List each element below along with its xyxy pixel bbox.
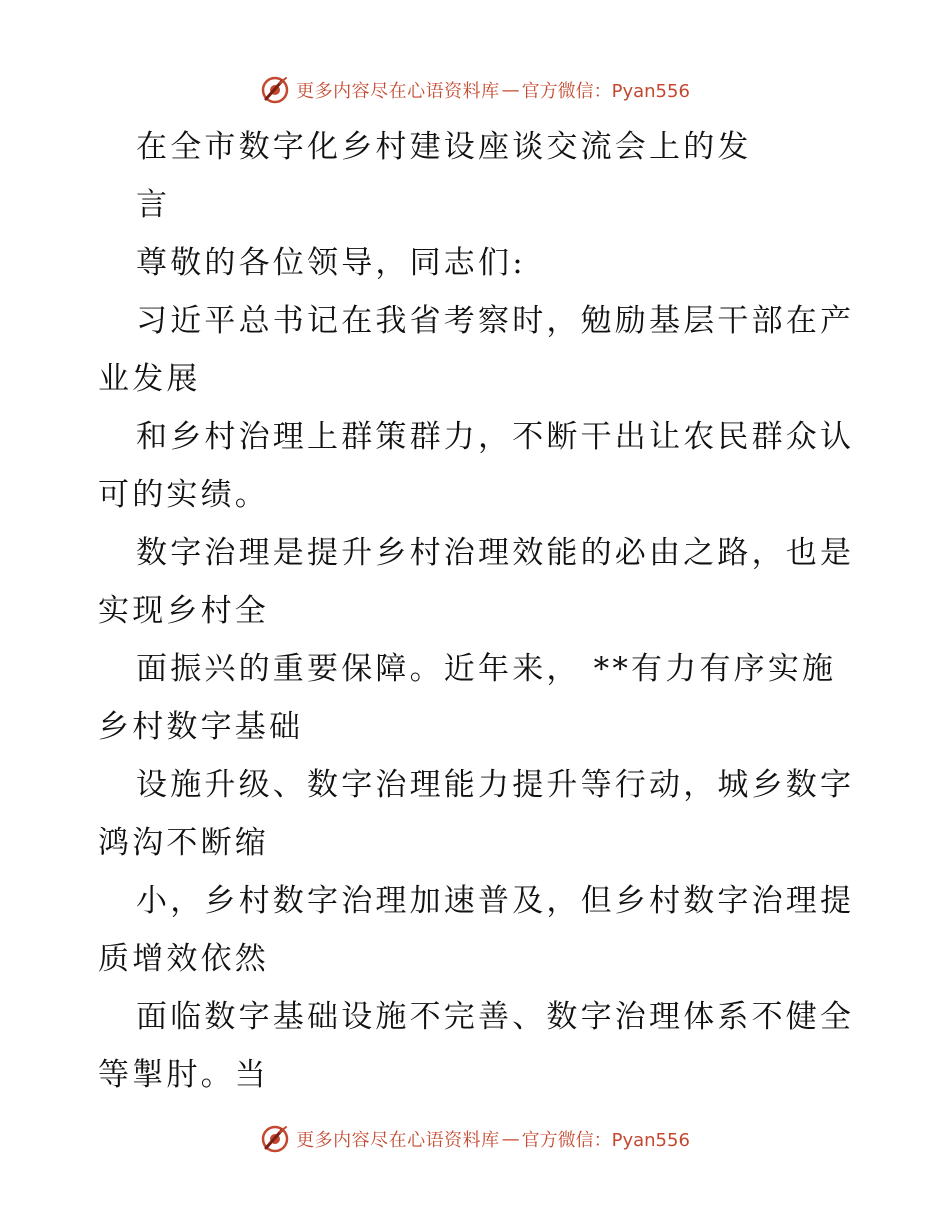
watermark-contact: 官方微信：Pyan556 — [521, 1130, 690, 1151]
text-line: 业发展 — [98, 361, 201, 397]
text-line: 面临数字基础设施不完善、数字治理体系不健全 — [136, 999, 855, 1035]
watermark-separator: — — [501, 1128, 520, 1150]
document-body — [98, 118, 858, 1104]
watermark-separator: — — [501, 79, 520, 101]
text-line: 在全市数字化乡村建设座谈交流会上的发 — [136, 129, 752, 165]
text-line: 鸿沟不断缩 — [98, 825, 269, 861]
text-line: 可的实绩。 — [98, 477, 269, 513]
brand-logo-icon — [260, 75, 290, 105]
text-line: 小，乡村数字治理加速普及，但乡村数字治理提 — [136, 883, 855, 919]
watermark-contact: 官方微信：Pyan556 — [521, 81, 690, 102]
text-line: 设施升级、数字治理能力提升等行动，城乡数字 — [136, 767, 855, 803]
text-line: 和乡村治理上群策群力，不断干出让农民群众认 — [136, 419, 855, 455]
text-line: 实现乡村全 — [98, 593, 269, 629]
text-line: 数字治理是提升乡村治理效能的必由之路，也是 — [136, 535, 855, 571]
text-line: 言 — [136, 187, 171, 223]
text-line: 等掣肘。当 — [98, 1057, 269, 1093]
header-watermark — [0, 72, 950, 108]
text-line: 乡村数字基础 — [98, 709, 304, 745]
brand-logo-icon — [260, 1124, 290, 1154]
text-line: 质增效依然 — [98, 941, 269, 977]
watermark-brand: 更多内容尽在心语资料库 — [296, 81, 500, 102]
text-line: 尊敬的各位领导，同志们: — [136, 245, 526, 281]
watermark-brand: 更多内容尽在心语资料库 — [296, 1130, 500, 1151]
footer-watermark — [0, 1121, 950, 1157]
text-line: 习近平总书记在我省考察时，勉励基层干部在产 — [136, 303, 855, 339]
text-line: 面振兴的重要保障。近年来， **有力有序实施 — [136, 651, 837, 687]
